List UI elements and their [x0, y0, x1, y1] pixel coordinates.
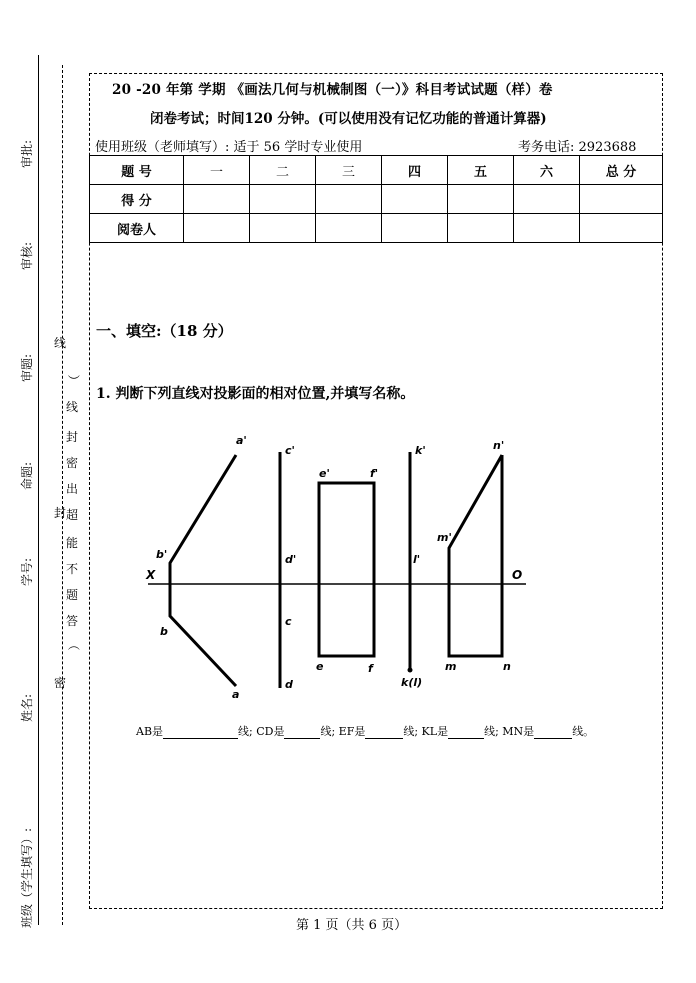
cell-q6: 六: [514, 156, 580, 185]
seal-char-7: 密: [66, 456, 79, 470]
answer-kl-label: 线; KL是: [403, 725, 449, 738]
seal-char-3: 不: [66, 562, 79, 576]
label-c: c: [285, 615, 292, 628]
section1-heading: 一、填空:（18 分）: [96, 322, 233, 340]
label-a-prime: a': [236, 434, 247, 447]
label-x-axis: X: [146, 568, 156, 582]
line-mn: [449, 455, 502, 656]
label-a: a: [232, 688, 240, 701]
label-d: d: [285, 678, 293, 691]
label-e-prime: e': [319, 467, 330, 480]
answer-cd-label: 线; CD是: [238, 725, 285, 738]
label-m-prime: m': [437, 531, 452, 544]
cell-q5: 五: [448, 156, 514, 185]
answer-cd-blank[interactable]: [284, 738, 320, 739]
label-e: e: [316, 660, 324, 673]
label-m: m: [445, 660, 457, 673]
answer-ab-label: AB是: [136, 725, 164, 738]
seal-char-6: 出: [66, 482, 79, 496]
label-d-prime: d': [285, 553, 297, 566]
cell-question-no: 题 号: [90, 156, 184, 185]
label-kl: k(l): [401, 676, 423, 689]
seal-char-5: 超: [66, 508, 79, 522]
sidebar-student-id-label: 学号:: [20, 557, 34, 586]
line-ab-front: [170, 455, 236, 584]
cell-grader-label: 阅卷人: [90, 214, 184, 243]
answer-kl-blank[interactable]: [448, 738, 484, 739]
sidebar-name-label: 姓名:: [20, 693, 34, 722]
seal-paren-open: （: [66, 638, 81, 651]
seal-feng: 封: [54, 506, 67, 520]
sidebar-review-label: 审核:: [20, 241, 34, 270]
label-c-prime: c': [285, 444, 295, 457]
cell-q4: 四: [382, 156, 448, 185]
label-f: f: [368, 662, 373, 675]
seal-char-1: 答: [66, 614, 79, 628]
class-info: 使用班级（老师填写）: 适于 56 学时专业使用: [95, 140, 363, 155]
seal-xian-top: 线: [54, 336, 67, 350]
label-n: n: [503, 660, 511, 673]
sidebar-class-label: 班级（学生填写）:: [20, 827, 34, 928]
seal-paren-close: ）: [66, 374, 81, 387]
seal-char-4: 能: [66, 536, 79, 550]
page-footer: 第 1 页（共 6 页）: [296, 918, 408, 933]
line-ef-box: [319, 483, 374, 656]
seal-char-2: 题: [66, 588, 79, 602]
answer-mn-label: 线; MN是: [484, 725, 535, 738]
exam-phone: 考务电话: 2923688: [518, 140, 637, 155]
answer-end-label: 线。: [572, 725, 595, 738]
sidebar-compose-label: 命题:: [20, 461, 34, 490]
label-l-prime: l': [413, 553, 421, 566]
answer-ef-label: 线; EF是: [320, 725, 366, 738]
line-ab-top: [170, 584, 236, 686]
sidebar-approve-label: 审批:: [20, 139, 34, 168]
exam-title: 20 -20 年第 学期 《画法几何与机械制图（一）》科目考试试题（样）卷: [112, 82, 553, 98]
seal-mi: 密: [54, 676, 67, 690]
label-b: b: [160, 625, 168, 638]
label-o-axis: O: [512, 568, 523, 582]
section1-question: 1. 判断下列直线对投影面的相对位置,并填写名称。: [96, 386, 415, 402]
cell-q3: 三: [316, 156, 382, 185]
label-n-prime: n': [493, 439, 505, 452]
label-k-prime: k': [415, 444, 426, 457]
exam-subtitle: 闭卷考试；时间120 分钟。(可以使用没有记忆功能的普通计算器): [150, 111, 547, 127]
answer-row: [136, 723, 594, 739]
seal-char-9: 线: [66, 400, 79, 414]
seal-char-8: 封: [66, 430, 79, 444]
sidebar-audit-label: 审题:: [20, 353, 34, 382]
answer-ab-blank[interactable]: [163, 738, 238, 739]
cell-total: 总 分: [580, 156, 663, 185]
label-f-prime: f': [370, 467, 379, 480]
cell-q1: 一: [184, 156, 250, 185]
kl-point: [408, 668, 413, 673]
label-b-prime: b': [156, 548, 168, 561]
cell-score-label: 得 分: [90, 185, 184, 214]
answer-ef-blank[interactable]: [365, 738, 403, 739]
cell-q2: 二: [250, 156, 316, 185]
answer-mn-blank[interactable]: [534, 738, 572, 739]
